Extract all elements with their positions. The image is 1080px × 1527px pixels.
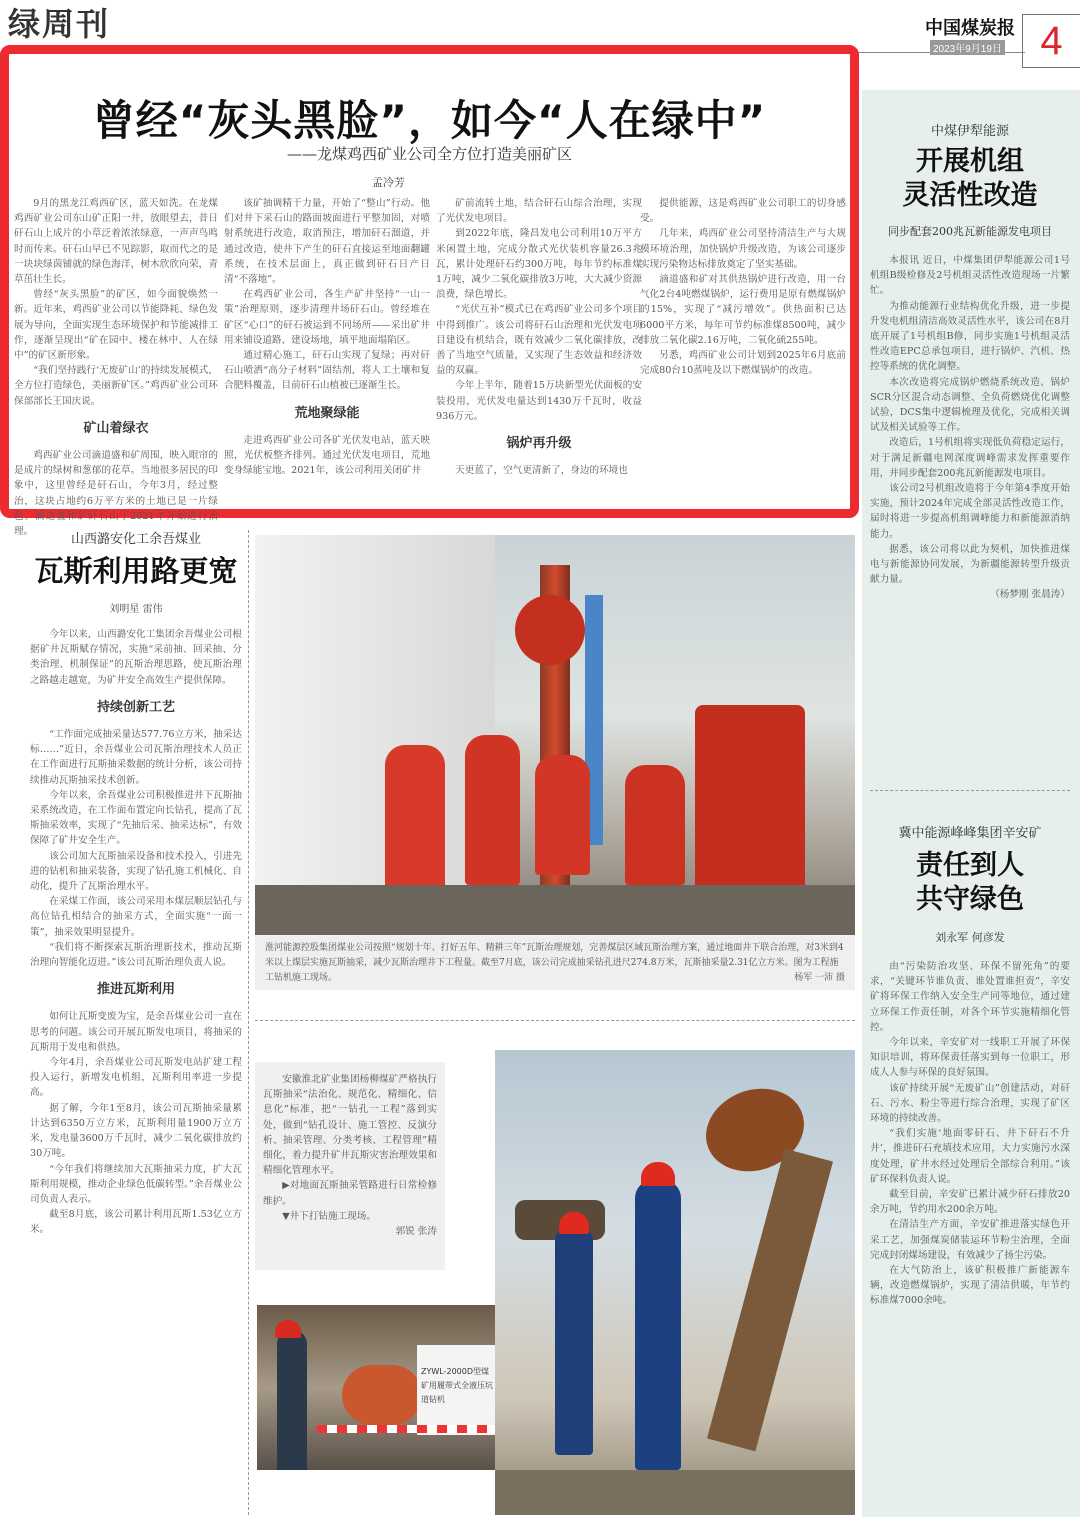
paragraph: “工作面完成抽采量达577.76立方米，抽采达标……”近日，余吾煤业公司瓦斯治理技术人员正在工作面进行瓦斯抽采数据的统计分析，该公司持续推动瓦斯抽采技术创新。 (30, 729, 242, 786)
issue-date: 2023年9月19日 (930, 40, 1005, 55)
paragraph: 在采煤工作面，该公司采用本煤层顺层钻孔与高位钻孔相结合的抽采方式，全面实施“一面一策”，抽采效果明显提升。 (30, 896, 242, 938)
photo-caption (255, 935, 855, 990)
paragraph: 截至8月底，该公司累计利用瓦斯1.53亿立方米。 (30, 1209, 242, 1236)
paragraph: 如何让瓦斯变废为宝，是余吾煤业公司一直在思考的问题。该公司开展瓦斯发电项目，将抽采的瓦斯用于发电和供热。 (30, 1011, 242, 1053)
paragraph: “光伏互补”模式已在鸡西矿业公司多个项目中得到推广。该公司将矸石山治理和光伏发电项目建设有机结合，既有效减少二氧化碳排放，改善了当地空气质量，又实现了生态效益和经济效益的双赢。 (436, 304, 642, 377)
paragraph: 该公司2号机组改造将于今年第4季度开始实施，预计2024年完成全部灵活性改造工作，届时将进一步提高机组调峰能力和新能源消纳能力。 (870, 483, 1070, 540)
paragraph: 今年4月，余吾煤业公司瓦斯发电站扩建工程投入运行，新增发电机组，瓦斯利用率进一步提高。 (30, 1057, 242, 1099)
paragraph: 曾经“灰头黑脸”的矿区，如今面貌焕然一新。近年来，鸡西矿业公司以节能降耗、绿色发展为导向，全面实现生态环境保护和节能减排工作，逐渐呈现出“矿在园中、楼在林中、人在绿中”的矿区新形象。 (14, 289, 218, 362)
section-masthead: 绿周刊 (8, 6, 114, 42)
paragraph: 本次改造将完成锅炉燃烧系统改造、锅炉SCR分区混合动态调整、全负荷燃烧优化调整试验，DCS集中逻辑梳理及优化，完成相关调试及相关试验等工作。 (870, 376, 1070, 434)
sidebar-article-bottom (870, 822, 1070, 1519)
newspaper-name: 中国煤炭报 (925, 18, 1015, 39)
kicker: 冀中能源峰峰集团辛安矿 (898, 826, 1042, 841)
paragraph: “我们坚持践行‘无废矿山’的持续发展模式，全方位打造绿色，美丽新矿区。”鸡西矿业公司环保部部长王国庆说。 (14, 365, 218, 407)
pipeline-maintenance-photo (495, 1050, 855, 1515)
paragraph: 天更蓝了，空气更清新了，身边的环境也 (455, 465, 628, 477)
byline: 刘明星 雷伟 (109, 604, 163, 615)
article-body (870, 253, 1070, 773)
subhead: 矿山着绿衣 (83, 420, 149, 436)
lead-column-2 (224, 196, 430, 496)
paragraph: 改造后，1号机组将实现低负荷稳定运行，对于满足新疆电网深度调峰需求发挥重要作用，并同步配套200兆瓦新能源发电项目。 (870, 437, 1070, 479)
paragraph: 安徽淮北矿业集团杨柳煤矿严格执行瓦斯抽采“法治化、规范化、精细化、信息化”标准，把“一钻孔一工程”落到实处，做到“钻孔设计、施工管控、反演分析、抽采管理、分类考核、工程管理”精细化，着力提升矿井瓦斯灾害治理效果和精细化管理水平。 (263, 1074, 437, 1177)
subhead: 锅炉再升级 (506, 436, 572, 452)
lead-headline: 曾经“灰头黑脸”，如今“人在绿中” (92, 96, 767, 145)
kicker: 山西潞安化工余吾煤业 (70, 532, 201, 547)
paragraph: 走进鸡西矿业公司各矿光伏发电站，蓝天映照，光伏板整齐排列。通过光伏发电项目，荒地变身绿能宝地。2021年，该公司利用关闭矿井 (224, 434, 430, 477)
paragraph: 今年以来，山西潞安化工集团余吾煤业公司根据矿井瓦斯赋存情况，实施“采前抽、回采抽、分类治理、机制保证”的瓦斯治理思路，使瓦斯治理之路越走越宽，为矿井安全高效生产提供保障。 (30, 629, 242, 686)
paragraph: 到2022年底，隆昌发电公司利用10万平方米闲置土地，完成分散式光伏装机容量26.3兆瓦，累计处理矸石约300万吨，每年节约标准煤1万吨，减少二氧化碳排放3万吨，大大减少资源浪费，绿色增长。 (436, 228, 642, 301)
sidebar-divider (870, 790, 1070, 791)
headline-line: 责任到人 (916, 850, 1024, 881)
paragraph: ▶对地面瓦斯抽采管路进行日常检修维护。 (263, 1180, 437, 1207)
paragraph: 提供能源，这是鸡西矿业公司职工的切身感受。 (640, 198, 846, 225)
paragraph: 今年以来，辛安矿对一线职工开展了环保知识培训，将环保责任落实到每一位职工，形成人人参与环保的良好氛围。 (870, 1037, 1070, 1079)
paragraph: 在清洁生产方面，辛安矿推进落实绿色开采工艺，加强煤炭储装运环节粉尘治理，全面完成封闭煤场建设，有效减少了扬尘污染。 (870, 1219, 1070, 1261)
left-article (30, 528, 242, 1527)
paragraph: 鸡西矿业公司滴道盛和矿周围，映入眼帘的是成片的绿树和葱郁的花草。当地很多居民的印象中，这里曾经是矸石山，今年3月，经过整治，这块占地约6万平方米的土地已是一片绿色。滴道盛和矿矸石山于2021年开始进行治理。 (14, 450, 218, 538)
credit: （杨梦刚 张晨涛） (990, 589, 1070, 601)
paragraph: 今年以来，余吾煤业公司积极推进井下瓦斯抽采系统改造，在工作面布置定向长钻孔，提高了瓦斯抽采效率，实现了“先抽后采、抽采达标”，有效保障了矿井安全生产。 (30, 789, 242, 847)
headline: 瓦斯利用路更宽 (34, 554, 238, 588)
paragraph: 为推动能源行业结构优化升级，进一步提升发电机组清洁高效灵活性水平，该公司在8月底开展了1号机组B修，同步实施1号机组灵活性改造EPC总承包项目，进行锅炉、汽机、热控等系统的优化调整。 (870, 300, 1070, 373)
drilling-rig-photo (255, 535, 855, 935)
paragraph: 通过精心施工，矸石山实现了复绿；再对矸石山喷洒“高分子材料”固结剂，将人工土壤和复合肥料覆盖，目前矸石山植被已逐渐生长。 (224, 350, 430, 392)
lead-column-1 (14, 196, 218, 538)
subhead: 推进瓦斯利用 (96, 982, 175, 998)
paragraph: 由“污染防治攻坚、环保不留死角”的要求，“关键环节谁负责、谁处置谁担责”，辛安矿将环保工作纳入安全生产同等地位，通过建立环保工作责任制，对各个环节实施精细化管控。 (870, 961, 1070, 1033)
page-number: 4 (1022, 14, 1080, 68)
headline-line: 共守绿色 (916, 884, 1024, 915)
paragraph: 该矿抽调精干力量，开始了“整山”行动。他们对井下采石山的路面坡面进行平整加固，对喷射系统进行改造，取消预注，增加矸石溜道，并通过改造，使井下产生的矸石直接运至地面翻罐系统，在技术层面上，真正做到矸石日产日清“不落地”。 (224, 198, 430, 286)
paragraph: 截至目前，辛安矿已累计减少矸石排放20余万吨，节约用水200余万吨。 (870, 1189, 1070, 1216)
subhead: 荒地聚绿能 (294, 405, 360, 421)
photo-text-box (255, 1062, 445, 1270)
paragraph: 9月的黑龙江鸡西矿区，蓝天如洗。在龙煤鸡西矿业公司东山矿正阳一井，放眼望去，昔日矸石山上成片的小草泛着浓浓绿意，一声声鸟鸣时而传来。矸石山早已不见踪影，取而代之的是一块块绿茵铺就的绿色海洋，树木欣欣向荣，青草茁壮生长。 (14, 198, 218, 286)
paragraph: “我们将不断探索瓦斯治理新技术，推动瓦斯治理向智能化迈进。”该公司瓦斯治理负责人说。 (30, 941, 242, 969)
paragraph: 该公司加大瓦斯抽采设备和技术投入，引进先进的钻机和抽采装备，实现了钻孔施工机械化、自动化，提升了瓦斯治理水平。 (30, 850, 242, 893)
lead-column-3 (436, 196, 642, 496)
byline: 刘永军 何彦发 (935, 931, 1005, 944)
paragraph: ▼井下打钻施工现场。 (282, 1210, 376, 1222)
machine-sign: ZYWL-2000D型煤矿用履带式全液压坑道钻机 (417, 1345, 500, 1435)
paragraph: 在大气防治上，该矿积极推广新能源车辆，改造燃煤锅炉，实现了清洁供暖，年节约标准煤7000余吨。 (870, 1265, 1070, 1307)
lead-subtitle: ——龙煤鸡西矿业公司全方位打造美丽矿区 (286, 145, 572, 163)
section-divider (255, 1020, 855, 1021)
paragraph: 该矿持续开展“无废矿山”创建活动，对矸石、污水、粉尘等进行综合治理，实现了矿区环境的持续改善。 (870, 1082, 1070, 1125)
paragraph: 另悉，鸡西矿业公司计划到2025年6月底前完成80台10蒸吨及以下燃煤锅炉的改造。 (640, 350, 846, 377)
paragraph: “今年我们将继续加大瓦斯抽采力度，扩大瓦斯利用规模，推动企业绿色低碳转型。”余吾煤业公司负责人表示。 (30, 1163, 242, 1205)
paragraph: 几年来，鸡西矿业公司坚持清洁生产与大规模环境治理，加快锅炉升级改造，为该公司逐步实现污染物达标排放奠定了坚实基础。 (640, 228, 846, 270)
photo-credit: 杨军 一沛 摄 (794, 973, 845, 983)
lead-byline: 孟冷芳 (372, 176, 405, 189)
paragraph: 据了解，今年1至8月，该公司瓦斯抽采量累计达到6350万立方米，瓦斯利用量1900万立方米，发电量3600万千瓦时，减少二氧化碳排放约30万吨。 (30, 1102, 242, 1160)
article-body (870, 959, 1070, 1519)
paragraph: 今年上半年，随着15万块新型光伏面板的安装投用，光伏发电量达到1430万千瓦时，收益936万元。 (436, 380, 642, 422)
kicker: 中煤伊犁能源 (930, 124, 1009, 139)
credit: 郭锐 张涛 (395, 1226, 437, 1238)
lead-column-4 (640, 196, 846, 486)
paragraph: 滴道盛和矿对其供热锅炉进行改造，用一台气化2台4吨燃煤锅炉，运行费用是原有燃煤锅炉的15%，实现了“减污增效”。供热面积已达6000平方米，每年可节约标准煤8500吨，减少排放二氧化碳2.16万吨，二氧化硫255吨。 (640, 274, 846, 346)
sidebar-article-top (870, 120, 1070, 773)
headline-line: 灵活性改造 (902, 180, 1038, 211)
caption-text: 淮河能源控股集团煤业公司按照“规划十年、打好五年、精耕三年”瓦斯治理规划，完善煤层区域瓦斯治理方案，通过地面井下联合治理，对3米到4米以上煤层实施瓦斯抽采，减少瓦斯治理井下工程量。截至7月底，该公司完成抽采钻孔进尺274.8万米，瓦斯抽采量2.31亿立方米。图为工程施工钻机施工现场。 (265, 943, 844, 983)
subhead: 持续创新工艺 (96, 699, 175, 715)
column-divider (248, 530, 249, 1515)
headline-line: 开展机组 (916, 146, 1024, 177)
paragraph: 矿前流转土地，结合矸石山综合治理，实现了光伏发电项目。 (436, 198, 642, 225)
article-body (30, 627, 242, 1527)
paragraph: 本报讯 近日，中煤集团伊犁能源公司1号机组B级检修及2号机组灵活性改造现场一片繁忙。 (870, 255, 1070, 297)
paragraph: 据悉，该公司将以此为契机，加快推进煤电与新能源协同发展，为新疆能源转型升级贡献力量。 (870, 543, 1070, 586)
paragraph: “我们实施‘地面零矸石、井下矸石不升井’，推进矸石充填技术应用，大力实施污水深度处理，矿井水经过处理后全部综合利用。”该矿环保科负责人说。 (870, 1128, 1070, 1185)
deck: 同步配套200兆瓦新能源发电项目 (888, 225, 1052, 238)
paragraph: 在鸡西矿业公司，各生产矿井坚持“一山一策”治理原则，逐步清理井场矸石山。曾经堆在矿区“心口”的矸石被运到不同场所——采出矿井用来铺设道路、建设场地，填平地面塌陷区。 (224, 289, 430, 346)
drilling-machine-photo (257, 1305, 500, 1470)
